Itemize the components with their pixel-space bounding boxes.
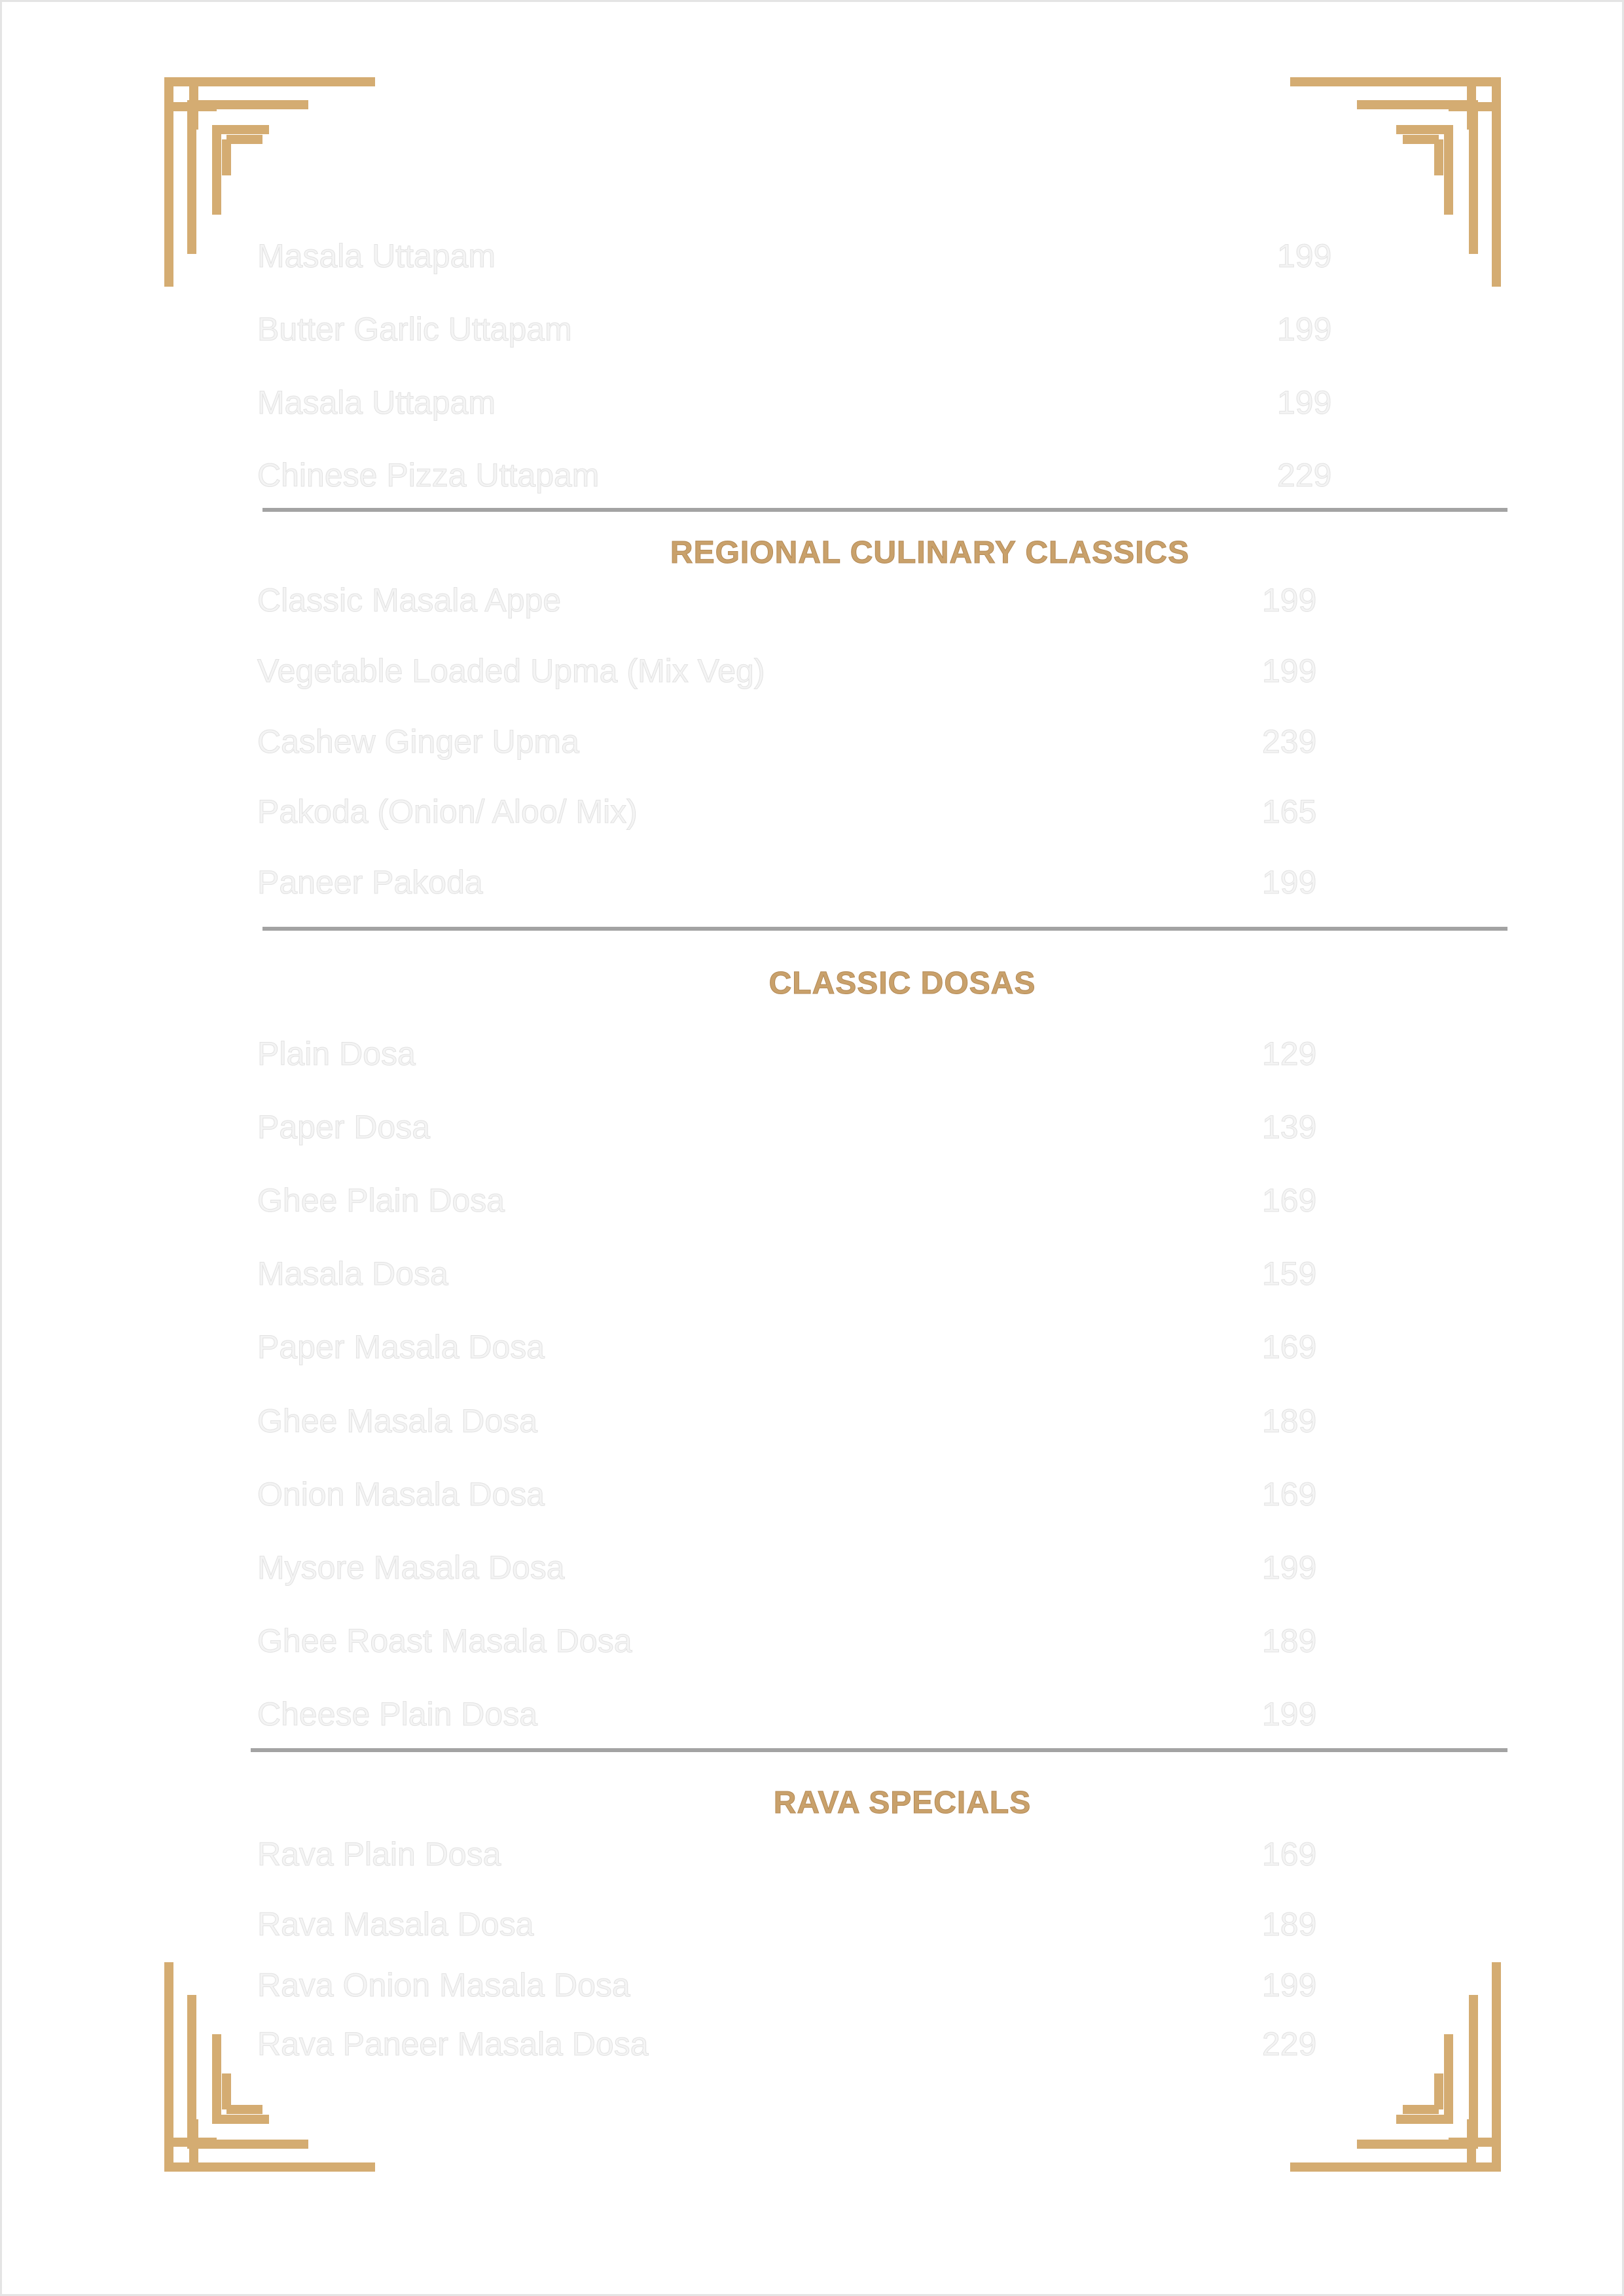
menu-item [257,303,1331,355]
item-name: Butter Garlic Uttapam [257,311,572,348]
item-price: 159 [1262,1255,1317,1292]
item-price: 199 [1262,864,1317,901]
item-name: Masala Uttapam [257,238,496,274]
item-name: Chinese Pizza Uttapam [257,457,600,493]
item-price: 169 [1262,1836,1317,1873]
item-price: 199 [1277,238,1332,274]
item-name: Ghee Masala Dosa [257,1403,538,1439]
item-name: Paper Masala Dosa [257,1329,545,1365]
section-title-regional: REGIONAL CULINARY CLASSICS [670,535,1190,570]
item-price: 189 [1262,1906,1317,1943]
menu-item [257,376,1331,429]
menu-item [257,856,1331,908]
item-name: Cheese Plain Dosa [257,1696,538,1732]
item-name: Paper Dosa [257,1109,431,1145]
menu-item [257,1688,1331,1740]
menu-item [257,785,1331,838]
item-name: Plain Dosa [257,1035,416,1072]
section-divider [262,927,1507,931]
menu-item [257,1541,1331,1594]
item-name: Cashew Ginger Upma [257,723,579,760]
item-price: 199 [1277,384,1332,421]
item-name: Ghee Plain Dosa [257,1182,505,1219]
item-price: 169 [1262,1329,1317,1365]
menu-item [257,1959,1331,2011]
item-price: 139 [1262,1109,1317,1145]
item-price: 229 [1262,2026,1317,2062]
menu-item [257,1395,1331,1447]
item-name: Rava Masala Dosa [257,1906,534,1943]
menu-item [257,1028,1331,1080]
item-price: 199 [1262,582,1317,619]
item-name: Vegetable Loaded Upma (Mix Veg) [257,653,765,689]
section-divider [262,508,1507,512]
menu-item [257,1247,1331,1300]
menu-item [257,449,1331,501]
item-price: 189 [1262,1623,1317,1659]
item-name: Paneer Pakoda [257,864,483,901]
item-price: 165 [1262,793,1317,830]
item-price: 239 [1262,723,1317,760]
menu-item [257,645,1331,697]
item-name: Masala Uttapam [257,384,496,421]
item-name: Ghee Roast Masala Dosa [257,1623,632,1659]
item-price: 199 [1277,311,1332,348]
item-price: 199 [1262,1696,1317,1732]
item-price: 169 [1262,1476,1317,1513]
menu-item [257,1101,1331,1153]
menu-item [257,1321,1331,1373]
menu-item [257,1898,1331,1950]
menu-item [257,2018,1331,2070]
section-title-rava: RAVA SPECIALS [773,1785,1032,1820]
item-price: 229 [1277,457,1332,493]
item-price: 189 [1262,1403,1317,1439]
section-title-dosas: CLASSIC DOSAS [768,966,1036,1001]
menu-item [257,715,1331,768]
item-name: Mysore Masala Dosa [257,1549,565,1586]
menu-item [257,574,1331,626]
menu-item [257,1615,1331,1667]
menu-item [257,230,1331,282]
item-price: 169 [1262,1182,1317,1219]
item-name: Rava Onion Masala Dosa [257,1967,630,2003]
section-divider [251,1748,1507,1752]
item-price: 199 [1262,1549,1317,1586]
item-price: 129 [1262,1035,1317,1072]
item-name: Masala Dosa [257,1255,448,1292]
menu-item [257,1174,1331,1227]
menu-item [257,1828,1331,1880]
item-name: Rava Paneer Masala Dosa [257,2026,649,2062]
item-name: Classic Masala Appe [257,582,562,619]
item-name: Rava Plain Dosa [257,1836,501,1873]
item-name: Pakoda (Onion/ Aloo/ Mix) [257,793,638,830]
menu-item [257,1468,1331,1520]
item-price: 199 [1262,1967,1317,2003]
item-name: Onion Masala Dosa [257,1476,545,1513]
item-price: 199 [1262,653,1317,689]
